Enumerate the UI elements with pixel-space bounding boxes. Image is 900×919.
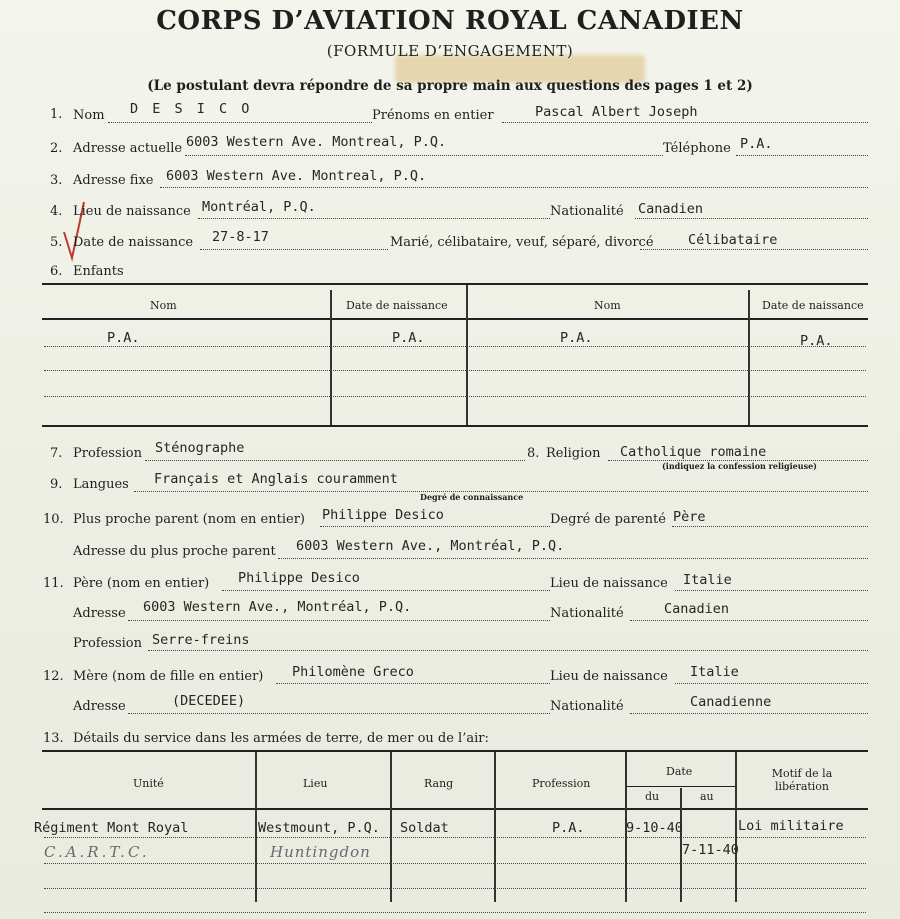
field-12-num: 12. (43, 669, 64, 684)
service-header-reason: Motif de la libération (771, 767, 833, 793)
service-header-profession: Profession (532, 777, 591, 790)
service-profession-value: P.A. (552, 820, 585, 836)
languages-note: Degré de connaissance (420, 492, 524, 502)
birthdate-value: 27-8-17 (212, 229, 269, 245)
children-header-name-2: Nom (594, 299, 621, 312)
service-place-value: Westmount, P.Q. (258, 820, 380, 836)
field-11-label5: Profession (73, 636, 142, 651)
mother-name-value: Philomène Greco (292, 664, 414, 680)
last-name-value: D E S I C O (130, 101, 253, 117)
field-11-num: 11. (43, 576, 64, 591)
table-cell: P.A. (560, 330, 593, 346)
field-12-label: Mère (nom de fille en entier) (73, 669, 264, 684)
field-6-label: Enfants (73, 264, 124, 279)
father-name-value: Philippe Desico (238, 570, 360, 586)
form-title: CORPS D’AVIATION ROYAL CANADIEN (156, 6, 744, 36)
table-cell: P.A. (800, 333, 833, 349)
field-1-num: 1. (50, 107, 63, 122)
field-5-num: 5. (50, 235, 63, 250)
field-10-label2: Degré de parenté (550, 512, 666, 527)
field-11-label2: Lieu de naissance (550, 576, 668, 591)
nationality-value: Canadien (638, 201, 704, 217)
service-rank-value: Soldat (400, 820, 449, 836)
field-9-label: Langues (73, 477, 129, 492)
service-header-rank: Rang (424, 777, 454, 790)
field-10-label3: Adresse du plus proche parent (73, 544, 276, 559)
religion-note: (indiquez la confession religieuse) (662, 461, 817, 471)
first-names-value: Pascal Albert Joseph (535, 104, 698, 120)
table-cell: P.A. (107, 330, 140, 346)
field-8-num: 8. (527, 446, 540, 461)
form-subtitle: (FORMULE D’ENGAGEMENT) (326, 42, 574, 60)
field-8-label: Religion (546, 446, 601, 461)
field-11-label3: Adresse (73, 606, 126, 621)
father-birthplace-value: Italie (683, 572, 732, 588)
service-header-place: Lieu (303, 777, 328, 790)
field-13-label: Détails du service dans les armées de terre, de mer ou de l’air: (73, 731, 489, 746)
religion-value: Catholique romaine (620, 444, 767, 460)
field-9-num: 9. (50, 477, 63, 492)
service-from-value: 9-10-40 (626, 820, 683, 836)
service-header-from: du (645, 790, 660, 803)
mother-birthplace-value: Italie (690, 664, 739, 680)
field-2-label: Adresse actuelle (73, 141, 183, 156)
father-profession-value: Serre-freins (152, 632, 250, 648)
field-4-label: Lieu de naissance (73, 204, 191, 219)
field-11-label4: Nationalité (550, 606, 624, 621)
relationship-value: Père (673, 509, 706, 525)
field-4-num: 4. (50, 204, 63, 219)
children-header-name-1: Nom (150, 299, 177, 312)
field-11-label: Père (nom en entier) (73, 576, 210, 591)
permanent-address-value: 6003 Western Ave. Montreal, P.Q. (166, 168, 427, 184)
profession-value: Sténographe (155, 440, 245, 456)
table-cell: P.A. (392, 330, 425, 346)
service-reason-value: Loi militaire (738, 818, 844, 834)
field-12-label3: Adresse (73, 699, 126, 714)
next-of-kin-value: Philippe Desico (322, 507, 444, 523)
father-nationality-value: Canadien (664, 601, 730, 617)
form-instructions: (Le postulant devra répondre de sa propre main aux questions des pages 1 et 2) (147, 78, 753, 94)
mother-nationality-value: Canadienne (690, 694, 772, 710)
next-of-kin-address-value: 6003 Western Ave., Montréal, P.Q. (296, 538, 565, 554)
father-address-value: 6003 Western Ave., Montréal, P.Q. (143, 599, 412, 615)
field-1-label2: Prénoms en entier (372, 108, 494, 123)
field-5-label2: Marié, célibataire, veuf, séparé, divorcé (390, 235, 654, 250)
handwritten-unit: C.A.R.T.C. (44, 843, 150, 861)
field-3-num: 3. (50, 173, 63, 188)
service-header-date: Date (666, 765, 693, 778)
languages-value: Français et Anglais couramment (154, 471, 398, 487)
field-3-label: Adresse fixe (73, 173, 154, 188)
field-4-label2: Nationalité (550, 204, 624, 219)
service-unit-value: Régiment Mont Royal (34, 820, 189, 836)
field-1-label: Nom (73, 108, 105, 123)
handwritten-place: Huntingdon (270, 843, 371, 861)
field-12-label4: Nationalité (550, 699, 624, 714)
field-13-num: 13. (43, 731, 64, 746)
service-header-to: au (700, 790, 714, 803)
field-2-num: 2. (50, 141, 63, 156)
field-10-num: 10. (43, 512, 64, 527)
service-to-value: 7-11-40 (682, 842, 739, 858)
birthplace-value: Montréal, P.Q. (202, 199, 316, 215)
field-6-num: 6. (50, 264, 63, 279)
telephone-value: P.A. (740, 136, 773, 152)
children-header-birthdate-2: Date de naissance (762, 299, 864, 312)
field-5-label: Date de naissance (73, 235, 194, 250)
field-7-num: 7. (50, 446, 63, 461)
current-address-value: 6003 Western Ave. Montreal, P.Q. (186, 134, 447, 150)
field-7-label: Profession (73, 446, 142, 461)
children-header-birthdate-1: Date de naissance (346, 299, 448, 312)
field-10-label: Plus proche parent (nom en entier) (73, 512, 305, 527)
mother-address-value: (DECEDEE) (172, 693, 246, 709)
marital-status-value: Célibataire (688, 232, 778, 248)
field-2-label2: Téléphone (663, 141, 731, 156)
field-12-label2: Lieu de naissance (550, 669, 668, 684)
service-header-unit: Unité (133, 777, 164, 790)
